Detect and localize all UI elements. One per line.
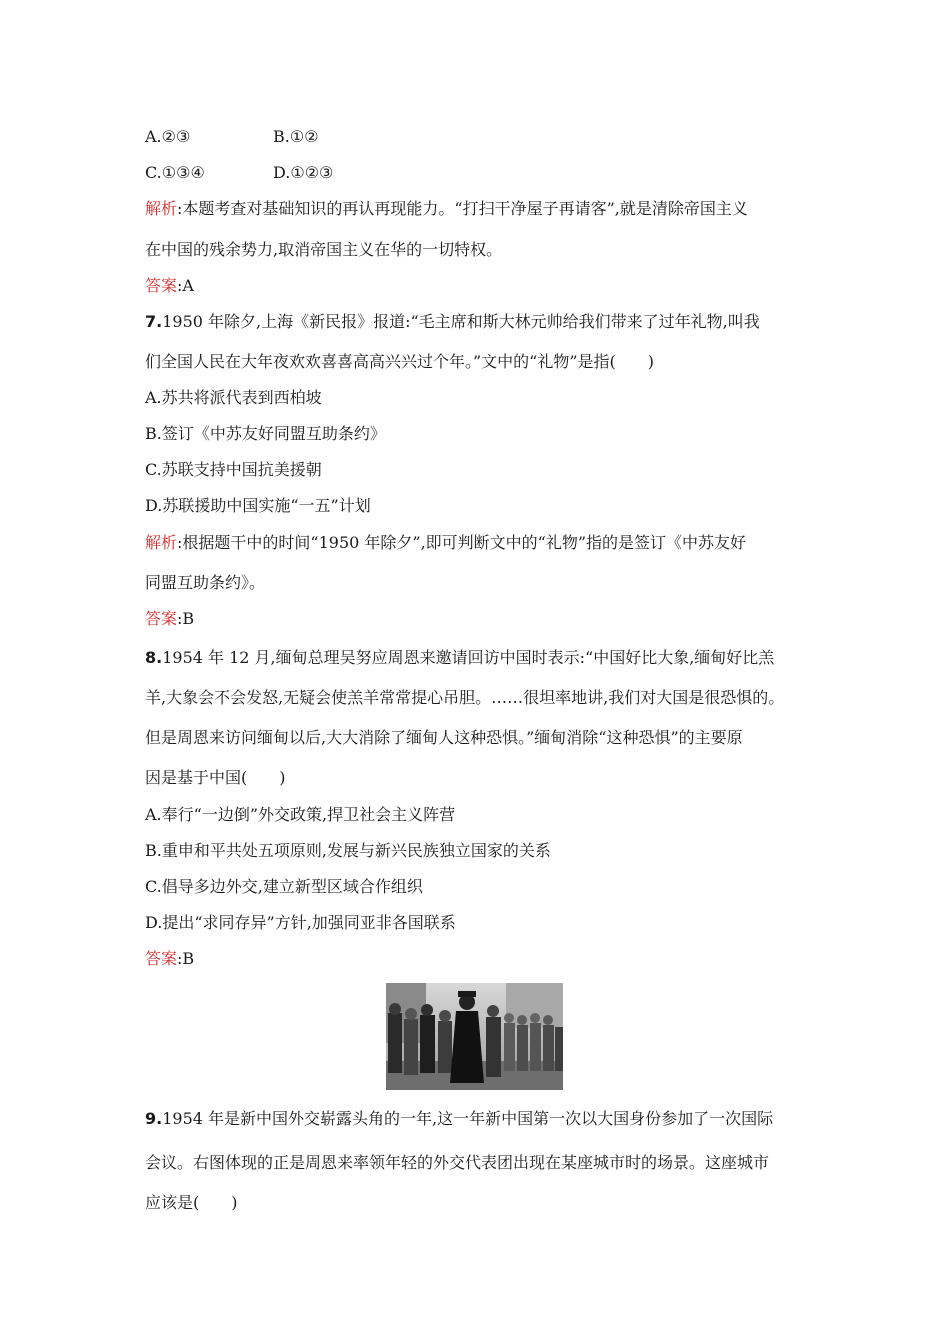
q8-stem-line2: 羊,大象会不会发怒,无疑会使羔羊常常提心吊胆。……很坦率地讲,我们对大国是很恐惧的。 <box>145 688 785 707</box>
q7-stem-line1 <box>145 312 760 332</box>
q6-answer <box>145 276 194 296</box>
q7-stem-line2: 们全国人民在大年夜欢欢喜喜高高兴兴过个年。”文中的“礼物”是指( ) <box>145 352 655 371</box>
q7-option-c: C.苏联支持中国抗美援朝 <box>145 460 322 479</box>
q8-answer <box>145 949 194 969</box>
q8-option-b: B.重申和平共处五项原则,发展与新兴民族独立国家的关系 <box>145 841 551 860</box>
q9-stem-line1 <box>145 1109 773 1129</box>
q8-stem-line3: 但是周恩来访问缅甸以后,大大消除了缅甸人这种恐惧。”缅甸消除“这种恐惧”的主要原 <box>145 728 743 747</box>
q7-answer <box>145 609 194 629</box>
q6-option-c: C.①③④ <box>145 163 205 182</box>
q6-analysis-line2: 在中国的残余势力,取消帝国主义在华的一切特权。 <box>145 240 503 259</box>
q6-option-d: D.①②③ <box>273 163 334 182</box>
q8-option-d: D.提出“求同存异”方针,加强同亚非各国联系 <box>145 913 456 932</box>
question-number: 8. <box>145 648 163 667</box>
stem-text: 1950 年除夕,上海《新民报》报道:“毛主席和斯大林元帅给我们带来了过年礼物,叫我 <box>162 312 760 331</box>
q8-stem-line1 <box>145 648 774 668</box>
q6-option-a: A.②③ <box>145 127 191 146</box>
q8-option-a: A.奉行“一边倒”外交政策,捍卫社会主义阵营 <box>145 805 456 824</box>
stem-text: 1954 年是新中国外交崭露头角的一年,这一年新中国第一次以大国身份参加了一次国际 <box>162 1109 774 1128</box>
analysis-text: :根据题干中的时间“1950 年除夕”,即可判断文中的“礼物”指的是签订《中苏友好 <box>177 533 747 552</box>
answer-label: 答案 <box>145 949 178 968</box>
q7-option-d: D.苏联援助中国实施“一五”计划 <box>145 496 371 515</box>
answer-label: 答案 <box>145 609 178 628</box>
stem-text: 1954 年 12 月,缅甸总理吴努应周恩来邀请回访中国时表示:“中国好比大象,缅甸好比羔 <box>162 648 775 667</box>
question-number: 9. <box>145 1109 163 1128</box>
analysis-text: :本题考查对基础知识的再认再现能力。“打扫干净屋子再请客”,就是清除帝国主义 <box>177 199 748 218</box>
q7-analysis-line1 <box>145 533 746 553</box>
q9-stem-line2: 会议。右图体现的正是周恩来率领年轻的外交代表团出现在某座城市时的场景。这座城市 <box>145 1153 770 1172</box>
answer-value: :A <box>177 276 194 295</box>
q6-analysis-line1 <box>145 199 748 219</box>
answer-value: :B <box>177 609 195 628</box>
q8-option-c: C.倡导多边外交,建立新型区域合作组织 <box>145 877 423 896</box>
q9-stem-line3: 应该是( ) <box>145 1193 238 1212</box>
answer-value: :B <box>177 949 195 968</box>
q6-option-b: B.①② <box>273 127 319 146</box>
q7-analysis-line2: 同盟互助条约》。 <box>145 573 266 592</box>
q7-option-a: A.苏共将派代表到西柏坡 <box>145 388 322 407</box>
q8-stem-line4: 因是基于中国( ) <box>145 768 286 787</box>
analysis-label: 解析 <box>145 533 178 552</box>
question-number: 7. <box>145 312 163 331</box>
q7-option-b: B.签订《中苏友好同盟互助条约》 <box>145 424 386 443</box>
answer-label: 答案 <box>145 276 178 295</box>
analysis-label: 解析 <box>145 199 178 218</box>
delegation-photo <box>386 983 563 1090</box>
